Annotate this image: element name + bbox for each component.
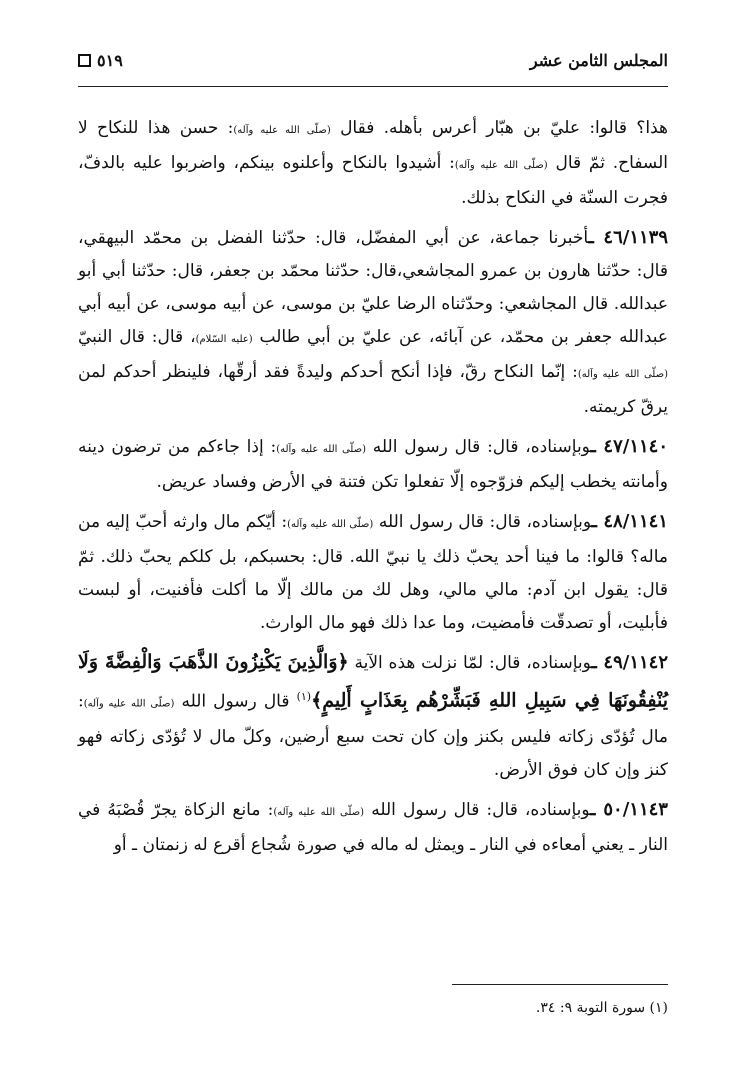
paragraph-text: : مال تُؤدّى زكاته فليس بكنز وإن كان تحت سبع أرضين، وكلّ مال لا تُؤدّى زكاته فهو كنز وإن كان فوق الأرض.: [78, 691, 668, 780]
page-number-text: ٥١٩: [97, 50, 123, 70]
paragraph-text: : حسن هذا للنكاح لا السفاح. ثمّ قال: [78, 118, 668, 173]
paragraph-text: وبإسناده، قال: قال رسول الله: [364, 799, 591, 820]
hadith-number: ٤٨/١١٤١ ـ: [591, 511, 668, 532]
hadith-number: ٤٦/١١٣٩ ـ: [588, 227, 668, 248]
hadith-paragraph: [78, 793, 668, 862]
honorific-text: (صلّى الله عليه وآله): [287, 519, 374, 530]
paragraph-text: هذا؟ قالوا: عليّ بن هبّار أعرس بأهله. فقال: [330, 118, 668, 138]
hadith-paragraph: [78, 221, 668, 424]
paragraph-text: ، قال: قال النبيّ: [78, 327, 196, 347]
hadith-paragraph: [78, 430, 668, 499]
page-number: [78, 51, 123, 70]
hadith-number: ٤٧/١١٤٠ ـ: [590, 436, 668, 457]
honorific-text: (صلّى الله عليه وآله): [233, 125, 331, 136]
hadith-paragraph: [78, 505, 668, 640]
honorific-text: (صلّى الله عليه وآله): [577, 369, 668, 380]
paragraph-text: وبإسناده، قال: قال رسول الله: [366, 437, 591, 457]
hadith-paragraph: [78, 646, 668, 787]
hadith-number: ٤٩/١١٤٢ ـ: [591, 652, 669, 673]
page-number-box-icon: [78, 54, 91, 67]
paragraph-text: : إذا جاءكم من ترضون دينه وأمانته يخطب إليكم فزوّجوه إلّا تفعلوا تكن فتنة في الأرض وفساد عريض.: [78, 437, 668, 492]
footnote-ref: (١): [296, 690, 312, 703]
paragraph-text: قال رسول الله: [174, 691, 297, 712]
paragraph-text: : مانع الزكاة يجرّ قُصْبَهُ في النار ـ يعني أمعاءه في النار ـ ويمثل له ماله في صورة شُجاع أقرع له زنمتان ـ أو: [78, 799, 668, 855]
quran-verse: ﴿وَالَّذِينَ يَكْنِزُونَ الذَّهَبَ وَالْفِضَّةَ وَلَا يُنْفِقُونَهَا فِي سَبِيلِ اللهِ فَبَشِّرْهُم بِعَذَابٍ أَلِيمٍ﴾: [78, 651, 668, 712]
page-header: [78, 42, 668, 78]
header-divider: [78, 86, 668, 87]
honorific-text: (صلّى الله عليه وآله): [83, 698, 175, 710]
main-text: [78, 112, 668, 868]
honorific-text: (صلّى الله عليه وآله): [273, 806, 365, 818]
paragraph-text: أخبرنا جماعة، عن أبي المفضّل، قال: حدّثنا الفضل بن محمّد البيهقي، قال: حدّثنا هارون بن عمرو المجاشعي،قال: حدّثنا محمّد بن جعفر، قال: حدّثنا أبي أبو عبدالله. قال المجاشعي: وحدّثناه الرضا عليّ بن موسى، عن أبيه موسى، عن أبيه أبي عبدالله جعفر بن محمّد، عن آبائه، عن عليّ بن أبي طالب: [78, 228, 669, 347]
footnote-divider: [452, 984, 668, 985]
running-title: المجلس الثامن عشر: [529, 50, 668, 70]
honorific-text: (صلّى الله عليه وآله): [276, 444, 367, 455]
paragraph-text: : أيّكم مال وارثه أحبّ إليه من ماله؟ قالوا: ما فينا أحد يحبّ ذلك يا نبيّ الله. قال: بحسبكم، بل كلكم يحبّ ذلك. ثمّ قال: يقول ابن آدم: مالي مالي، وهل لك من مالك إلّا ما أكلت فأفنيت، أو لبست فأبليت، أو تصدقّت فأمضيت، وما عدا ذلك فهو مال الوارث.: [78, 512, 668, 633]
honorific-text: (عليه السّلام): [195, 334, 253, 345]
paragraph-text: : إنّما النكاح رقّ، فإذا أنكح أحدكم وليدةً فقد أرقّها، فلينظر أحدكم لمن يرقّ كريمته.: [78, 362, 668, 417]
paragraph-text: وبإسناده، قال: لمّا نزلت هذه الآية: [348, 653, 592, 673]
honorific-text: (صلّى الله عليه وآله): [454, 160, 548, 171]
hadith-number: ٥٠/١١٤٣ ـ: [590, 798, 668, 820]
paragraph-text: وبإسناده، قال: قال رسول الله: [373, 512, 592, 532]
hadith-paragraph: [78, 112, 668, 215]
footnote: (١) سورة التوبة ٩: ٣٤.: [535, 1000, 668, 1016]
paragraph-text: : أشيدوا بالنكاح وأعلنوه بينكم، واضربوا عليه بالدفّ، فجرت السنّة في النكاح بذلك.: [78, 153, 668, 208]
